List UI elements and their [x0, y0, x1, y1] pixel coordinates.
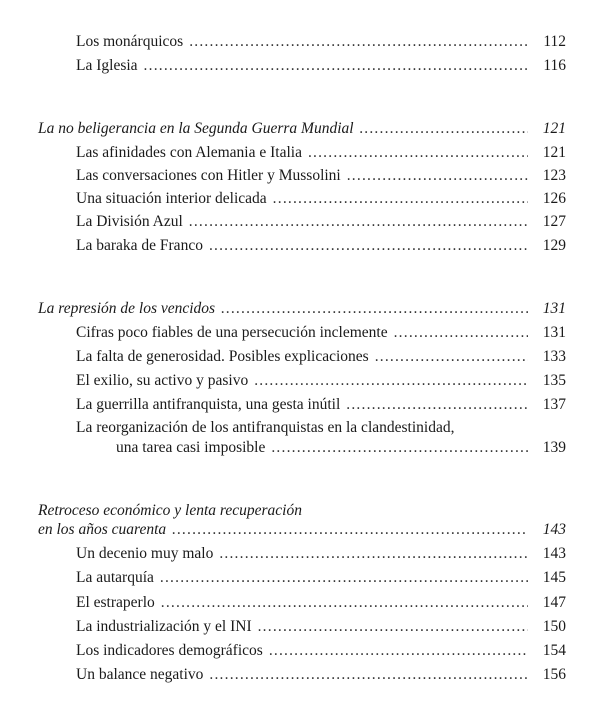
dot-leader — [271, 438, 528, 458]
toc-entry-title: La baraka de Franco — [76, 237, 203, 254]
dot-leader — [209, 665, 528, 685]
toc-entry-continuation — [116, 438, 566, 458]
toc-entry — [76, 641, 566, 661]
toc-entry — [76, 166, 566, 186]
toc-entry — [76, 544, 566, 564]
toc-entry-title: La falta de generosidad. Posibles explicaciones — [76, 348, 369, 365]
toc-entry-title: La División Azul — [76, 213, 183, 230]
toc-entry-title: Una situación interior delicada — [76, 190, 267, 207]
toc-chapter-page: 121 — [542, 120, 566, 137]
toc-chapter-title-continuation: en los años cuarenta — [38, 521, 167, 538]
toc-entry-title: Las conversaciones con Hitler y Mussolini — [76, 167, 341, 184]
toc-entry-title: La industrialización y el INI — [76, 618, 252, 635]
toc-entry-title: El exilio, su activo y pasivo — [76, 372, 249, 389]
toc-entry — [76, 395, 566, 415]
toc-entry — [76, 617, 566, 637]
toc-entry-page: 112 — [543, 33, 566, 50]
toc-chapter-title: La represión de los vencidos — [38, 300, 216, 317]
toc-entry-page: 129 — [542, 237, 566, 254]
toc-entry — [76, 418, 566, 438]
toc-entry-page: 123 — [542, 167, 566, 184]
toc-chapter-page: 131 — [542, 300, 566, 317]
toc-entry-page: 147 — [542, 594, 566, 611]
toc-entry-page: 154 — [542, 642, 566, 659]
toc-chapter-title: La no beligerancia en la Segunda Guerra Mundial — [38, 120, 354, 137]
toc-chapter-page: 143 — [542, 521, 566, 538]
toc-entry — [76, 347, 566, 367]
toc-entry-page: 133 — [542, 348, 566, 365]
dot-leader — [189, 32, 528, 52]
toc-entry-page: 145 — [542, 569, 566, 586]
toc-chapter-title: Retroceso económico y lenta recuperación — [38, 502, 302, 519]
toc-entry — [76, 212, 566, 232]
toc-entry — [76, 143, 566, 163]
dot-leader — [394, 323, 528, 343]
toc-entry-title: Los monárquicos — [76, 33, 184, 50]
dot-leader — [189, 212, 528, 232]
dot-leader — [209, 236, 528, 256]
dot-leader — [360, 119, 528, 139]
toc-entry-page: 126 — [542, 190, 566, 207]
toc-entry — [76, 236, 566, 256]
toc-entry — [76, 32, 566, 52]
dot-leader — [375, 347, 528, 367]
toc-entry-title: Cifras poco fiables de una persecución inclemente — [76, 324, 388, 341]
toc-entry — [76, 593, 566, 613]
toc-entry-title: La reorganización de los antifranquistas en la clandestinidad, — [76, 419, 455, 436]
toc-entry-page: 139 — [542, 439, 566, 456]
toc-chapter — [38, 299, 566, 319]
toc-entry-title: La autarquía — [76, 569, 154, 586]
toc-entry — [76, 568, 566, 588]
toc-entry — [76, 371, 566, 391]
toc-entry-page: 143 — [542, 545, 566, 562]
toc-entry-page: 137 — [542, 396, 566, 413]
toc-entry-title: Un balance negativo — [76, 666, 204, 683]
dot-leader — [347, 166, 528, 186]
toc-chapter-title-line — [38, 501, 566, 521]
toc-entry-page: 127 — [542, 213, 566, 230]
toc-entry-title: Las afinidades con Alemania e Italia — [76, 144, 302, 161]
toc-chapter — [38, 119, 566, 139]
dot-leader — [308, 143, 528, 163]
dot-leader — [219, 544, 528, 564]
toc-entry — [76, 665, 566, 685]
dot-leader — [144, 56, 528, 76]
toc-entry-title-continuation: una tarea casi imposible — [116, 439, 266, 456]
dot-leader — [346, 395, 528, 415]
dot-leader — [269, 641, 528, 661]
dot-leader — [258, 617, 528, 637]
dot-leader — [161, 593, 528, 613]
toc-entry-page: 121 — [542, 144, 566, 161]
toc-entry-page: 156 — [542, 666, 566, 683]
toc-entry-page: 150 — [542, 618, 566, 635]
dot-leader — [160, 568, 528, 588]
dot-leader — [254, 371, 528, 391]
dot-leader — [172, 520, 528, 540]
toc-entry-title: Un decenio muy malo — [76, 545, 214, 562]
toc-entry-page: 131 — [542, 324, 566, 341]
toc-entry-page: 116 — [543, 57, 566, 74]
toc-entry-title: La Iglesia — [76, 57, 138, 74]
toc-entry — [76, 323, 566, 343]
toc-entry-title: Los indicadores demográficos — [76, 642, 263, 659]
toc-entry-title: La guerrilla antifranquista, una gesta inútil — [76, 396, 341, 413]
dot-leader — [273, 189, 528, 209]
dot-leader — [221, 299, 528, 319]
toc-entry-title: El estraperlo — [76, 594, 155, 611]
toc-entry — [76, 56, 566, 76]
toc-entry-page: 135 — [542, 372, 566, 389]
toc-chapter — [38, 520, 566, 540]
toc-entry — [76, 189, 566, 209]
